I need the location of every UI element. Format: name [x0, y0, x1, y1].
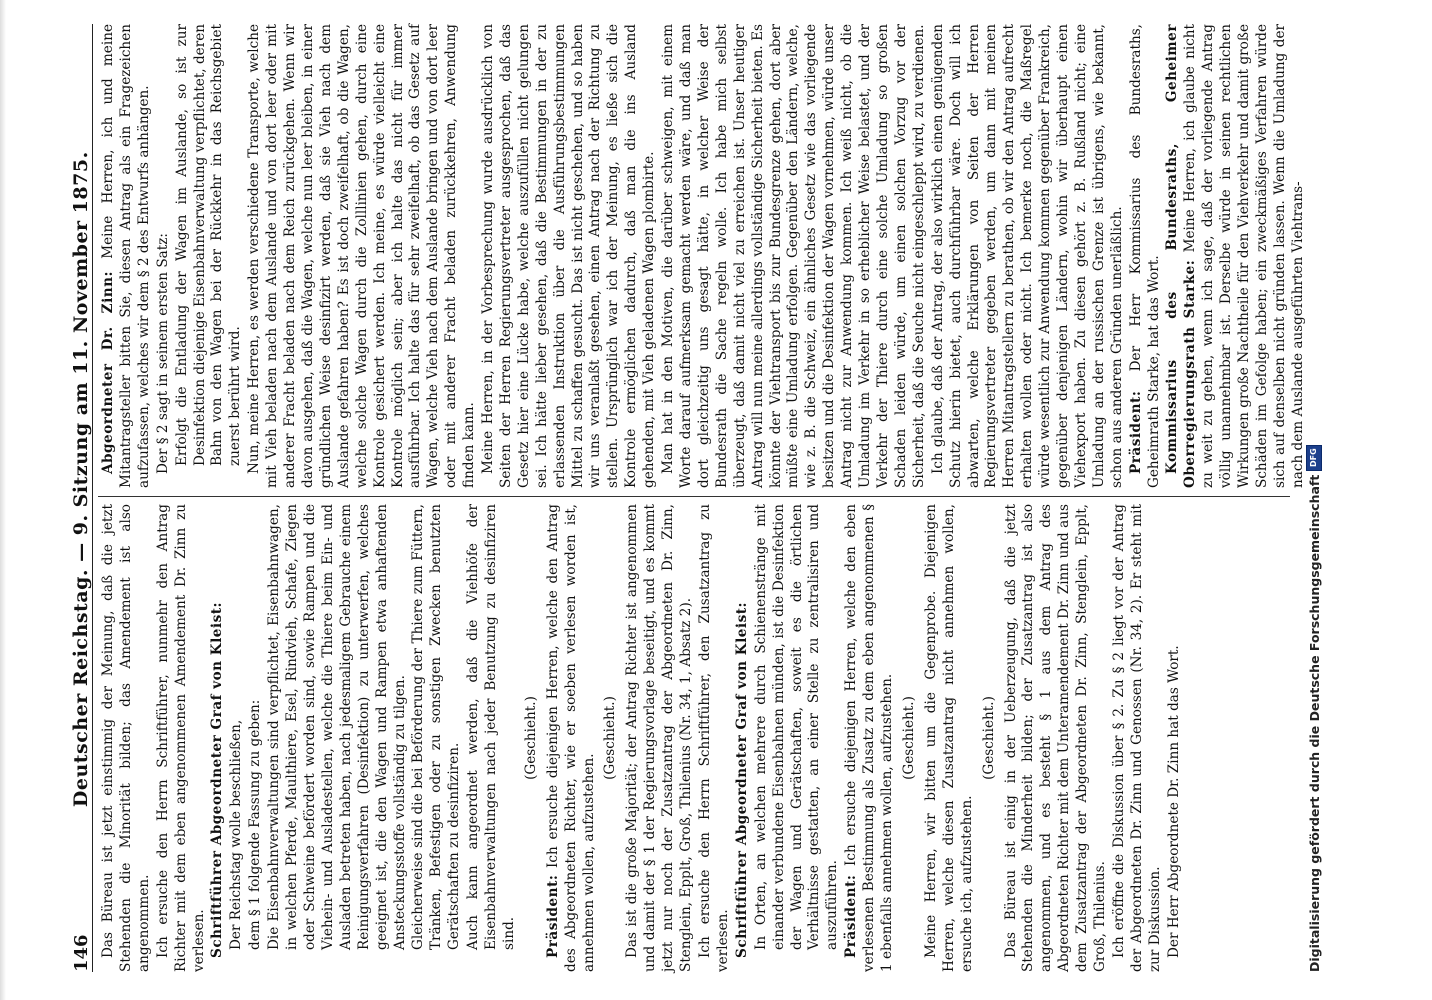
stage-direction: (Geschieht.): [602, 696, 619, 780]
speaker-name: Kommissarius des Bundesraths, Geheimer Oberregierungsrath Starke:: [1164, 24, 1199, 488]
quoted-text: Die Eisenbahnverwaltungen sind verpflichtet, Eisenbahnwagen, in welchen Pferde, Maulthiere, Esel, Rindvieh, Schafe, Ziegen oder Schweine befördert worden sind, sowie Rampen und die Viehein- und Ausladestellen, welche die Thiere beim Ein- und Ausladen betreten haben, nach jedesmaligem Gebrauche einem Reinigungsverfahren (Desinfektion) zu unterwerfen, welches geeignet ist, die den Wagen und Rampen etwa anhaftenden Ansteckungsstoffe vollständig zu tilgen.: [266, 504, 408, 950]
body-paragraph: Meine Herren, in der Vorbesprechung wurde ausdrücklich von Seiten der Herren Regierungsvertreter ausgesprochen, daß das Gesetz hier eine Lücke habe, welche auszufüllen nicht gelungen sei. Ich hätte lieber gesehen, daß die Bestimmungen in der zu erlassenden Instruktion über die Ausführungsbestimmungen Mittel zu schaffen gesucht. Das ist nicht geschehen, und so haben wir uns veranlaßt gesehen, einen Antrag nach der Richtung zu stellen. Ursprünglich war ich der Meinung, es ließe sich die Kontrole ermöglichen dadurch, daß man die ins Ausland gehenden, mit Vieh geladenen Wagen plombirte.: [480, 24, 658, 488]
quoted-text: Erfolgt die Entladung der Wagen im Auslande, so ist zur Desinfektion diejenige Eisenbahnverwaltung verpflichtet, deren Bahn von den Wagen bei der Rückkehr in das Reichsgebiet zuerst berührt wird.: [173, 24, 244, 466]
speech-paragraph: [843, 504, 897, 972]
page-number: 146: [71, 934, 92, 972]
speech-text: Der Herr Kommissarius des Bundesraths, Geheimrath Starke, hat das Wort.: [1127, 23, 1162, 488]
speech-paragraph: [100, 24, 154, 488]
body-paragraph: Ich glaube, daß der Antrag, der also wirklich einen genügenden Schutz hierin bietet, auch durchführbar wäre. Doch will ich abwarten, welche Erklärungen von Seiten der Herren Regierungsvertreter gegeben werden, um dann mit meinen Herren Mitantragstellern zu berathen, ob wir den Antrag aufrecht erhalten wollen oder nicht. Ich bemerke noch, die Maßregel würde wesentlich zur Anwendung kommen gegenüber Frankreich, gegenüber denjenigen Ländern, wohin wir überhaupt einen Viehexport haben. Zu diesen gehört z. B. Rußland nicht; eine Umladung an der russischen Grenze ist übrigens, wie bekannt, schon aus anderen Gründen unerläßlich.: [929, 24, 1125, 488]
body-paragraph: Nun, meine Herren, es werden verschiedene Transporte, welche mit Vieh beladen nach dem Auslande und von dort leer oder mit anderer Fracht beladen nach dem Reich zurückgehen. Wenn wir davon ausgehen, daß die Wagen, welche nun leer bleiben, in einer gründlichen Weise desinfizirt werden, daß sie Vieh nach dem Auslande gefahren haben? Es ist doch zweifelhaft, ob die Wagen, welche solche Wagen durch die Zolllinien gehen, durch eine Kontrole gesichert werden. Ich meine, es würde vielleicht eine Kontrole möglich sein; aber ich halte das nicht für immer ausführbar. Ich halte das für sehr zweifelhaft, ob das Gesetz auf Wagen, welche Vieh nach dem Auslande bringen und von dort leer oder mit anderer Fracht beladen zurückkehren, Anwendung finden kann.: [246, 24, 478, 488]
speaker-name: Präsident:: [1127, 390, 1144, 474]
speech-text: Ich ersuche diejenigen Herren, welche den Antrag des Abgeordneten Richter, wie er soeben verlesen worden ist, annehmen wollen, aufzustehen.: [544, 503, 597, 972]
speech-paragraph: [1164, 24, 1307, 488]
footer-credit: Digitalisierung gefördert durch die Deutsche Forschungsgemeinschaft: [1306, 474, 1322, 972]
body-paragraph: Der § 2 sagt in seinem ersten Satz:: [154, 233, 171, 474]
speaker-name: Abgeordneter Dr. Zinn:: [100, 270, 116, 474]
stage-direction: (Geschieht.): [522, 696, 539, 780]
quoted-text: Auch kann angeordnet werden, daß die Viehhöfe der Eisenbahnverwaltungen nach jeder Benutzung zu desinfiziren sind.: [465, 504, 517, 950]
body-paragraph: Das Büreau ist jetzt einstimmig der Meinung, daß die jetzt Stehenden die Minorität bilden; das Amendement ist also angenommen.: [100, 504, 152, 972]
speech-paragraph: [545, 504, 599, 972]
speech-paragraph: [209, 504, 227, 972]
column-divider: [98, 496, 1290, 497]
body-paragraph: Ich eröffne die Diskussion über § 2. Zu § 2 liegt vor der Antrag der Abgeordneten Dr. Zinn und Genossen (Nr. 34, 2). Er steht mit zur Diskussion.: [1110, 504, 1163, 972]
speaker-name: Schriftführer Abgeordneter Graf von Kleist:: [733, 601, 750, 958]
speaker-name: Präsident:: [544, 874, 561, 958]
body-paragraph: Das ist die große Majorität; der Antrag Richter ist angenommen und damit der § 1 der Regierungsvorlage beseitigt, und es kommt jetzt nur noch der Zusatzantrag der Abgeordneten Dr. Zinn, Stenglein, Epplt, Groß, Thilenius (Nr. 34, 1, Absatz 2).: [624, 504, 695, 972]
speech-paragraph: [1128, 24, 1164, 488]
page-header: [62, 24, 93, 972]
body-paragraph: Man hat in den Motiven, die darüber schweigen, mit einem Worte darauf aufmerksam gemacht werden wäre, und daß man dort gleichzeitig uns gesagt hätte, in welcher Weise der Bundesrath die Sache regeln wolle. Ich habe mich selbst überzeugt, daß damit nicht viel zu erreichen ist. Unser heutiger Antrag will nun meine allerdings vollständige Sicherheit bieten. Es könnte der Viehtransport bis zur Bundesgrenze gehen, dort aber müßte eine Umladung erfolgen. Gegenüber den Ländern, welche, wie z. B. die Schweiz, ein ähnliches Gesetz wie das vorliegende besitzen und die Desinfektion der Wagen vornehmen, würde unser Antrag nicht zur Anwendung kommen. Ich weiß nicht, ob die Umladung im Verkehr in so erheblicher Weise belastet, und der Verkehr der Thiere durch eine solche Umladung so großen Schaden leiden würde, um einen solchen Vorzug vor der Sicherheit, daß die Seuche nicht eingeschleppt wird, zu verdienen.: [660, 24, 927, 488]
speech-paragraph: [734, 504, 752, 972]
body-paragraph: Ich ersuche den Herrn Schriftführer, nunmehr den Antrag Richter mit dem eben angenommenen Amendement Dr. Zinn zu verlesen.: [154, 504, 207, 972]
stage-direction: (Geschieht.): [900, 696, 917, 780]
quoted-text: dem § 1 folgende Fassung zu geben:: [247, 699, 264, 950]
speech-text: Meine Herren, ich glaube nicht zu weit zu gehen, wenn ich sage, daß der vorliegende Antrag völlig unannehmbar ist. Derselbe würde in seinen rechtlichen Wirkungen große Nachtheile für den Viehverkehr und damit große Schäden im Gefolge haben; ein zweckmäßiges Verfahren würde sich auf denselben nicht gründen lassen. Wenn die Umladung der nach dem Auslande ausgeführten Viehtrans-: [1182, 23, 1306, 488]
body-paragraph: Meine Herren, wir bitten um die Gegenprobe. Diejenigen Herren, welche diesen Zusatzantrag nicht annehmen wollen, ersuche ich, aufzustehen.: [922, 504, 975, 972]
speaker-name: Präsident:: [843, 874, 860, 958]
dfg-logo-icon: DFG: [1306, 445, 1322, 471]
body-paragraph: Das Büreau ist einig in der Ueberzeugung, daß die jetzt Stehenden die Minderheit bilden; der Zusatzantrag ist also angenommen, und es besteht § 1 aus dem Antrag des Abgeordneten Richter mit dem Unteramendement Dr. Zinn und aus dem Zusatzantrag der Abgeordneten Dr. Zinn, Stenglein, Epplt, Groß, Thilenius.: [1002, 504, 1109, 972]
body-paragraph: Ich ersuche den Herrn Schriftführer, den Zusatzantrag zu verlesen.: [697, 504, 731, 972]
stage-direction: (Geschieht.): [980, 696, 997, 780]
quoted-text: Der Reichstag wolle beschließen,: [228, 719, 245, 950]
left-text-column: [100, 504, 1280, 972]
speech-text: Ich ersuche diejenigen Herren, welche den eben verlesenen Bestimmung als Zusatz zu dem eben angenommenen § 1 ebenfalls annehmen wollen, aufzustehen.: [843, 504, 896, 972]
right-text-column: [100, 23, 1306, 488]
scan-edge: [0, 0, 6, 1000]
body-paragraph: Der Herr Abgeordnete Dr. Zinn hat das Wort.: [1165, 645, 1182, 958]
page-title: Deutscher Reichstag. — 9. Sitzung am 11. November 1875.: [70, 151, 92, 808]
quoted-text: In Orten, an welchen mehrere durch Schienenstränge mit einander verbundene Eisenbahnen münden, ist die Desinfektion der Wagen und Gerätschaften, soweit es die örtlichen Verhältnisse gestatten, an einer Stelle zu zentralisiren und auszuführen.: [752, 504, 841, 950]
speech-text: Meine Herren, ich und meine Mitantragsteller bitten Sie, diesen Antrag als ein Fragezeichen aufzufassen, welches wir dem § 2 des Entwurfs anhängen.: [100, 24, 152, 488]
quoted-text: Gleicherweise sind die bei Beförderung der Thiere zum Füttern, Tränken, Befestigen oder zu sonstigen Zwecken benutzten Gerätschaften zu desinfiziren.: [410, 504, 463, 950]
page-footer: [1306, 24, 1322, 972]
speaker-name: Schriftführer Abgeordneter Graf von Kleist:: [209, 601, 226, 958]
